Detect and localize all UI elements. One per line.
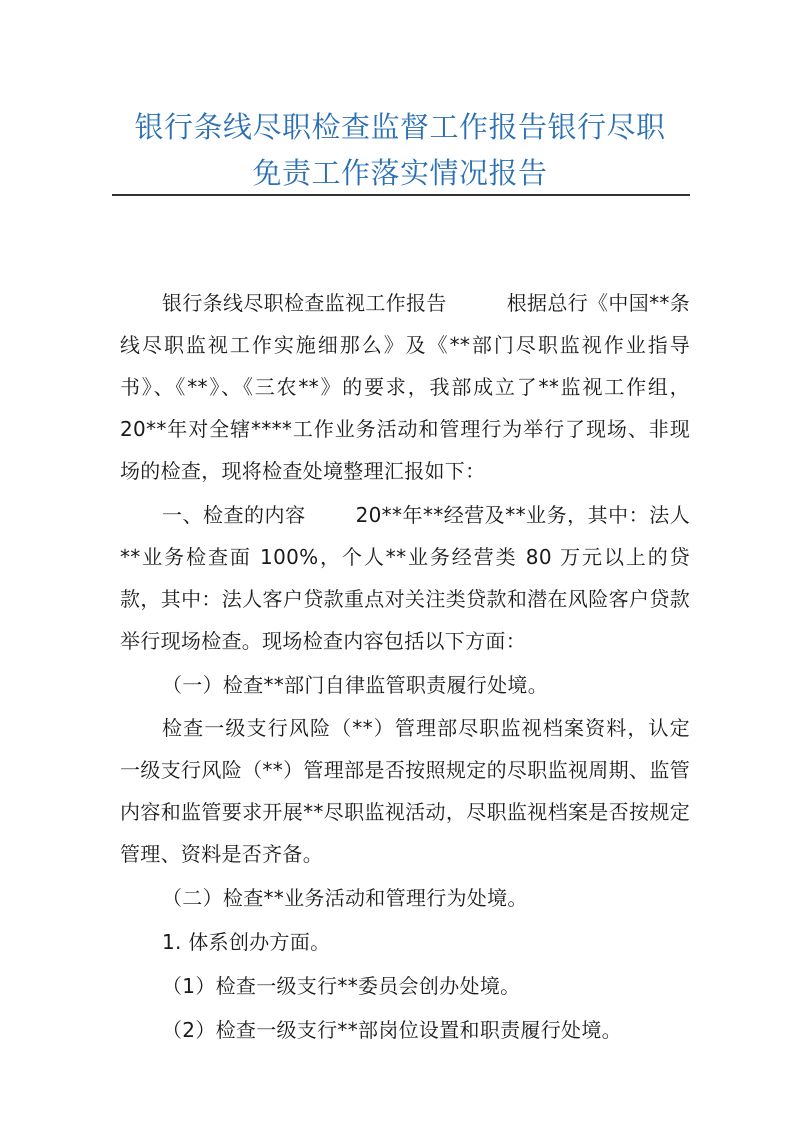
section-1-heading: 一、检查的内容 [162, 502, 306, 527]
list-item-1-1: （1）检查一级支行**委员会创办处境。 [162, 973, 521, 998]
list-item-1: 1. 体系创办方面。 [162, 929, 331, 954]
subsection-1-heading: （一）检查**部门自律监管职责履行处境。 [162, 672, 548, 697]
document-body [120, 282, 690, 1052]
intro-paragraph [120, 282, 690, 492]
title-line-1: 银行条线尽职检查监督工作报告银行尽职 [134, 110, 666, 144]
title-divider [112, 194, 690, 196]
title-line-2: 免责工作落实情况报告 [252, 156, 548, 190]
list-item-1-2: （2）检查一级支行**部岗位设置和职责履行处境。 [162, 1017, 622, 1042]
section-1-paragraph [120, 494, 690, 662]
section-1-body: 20**年**经营及**业务，其中：法人**业务检查面 100%，个人**业务经营类 80 万元以上的贷款，其中：法人客户贷款重点对关注类贷款和潜在风险客户贷款举行现场检查。现场检查内容包括以下方面： [120, 502, 691, 653]
intro-body: 根据总行《中国**条线尽职监视工作实施细那么》及《**部门尽职监视作业指导书》、《**》、《三农**》的要求，我部成立了**监视工作组，20**年对全辖****工作业务活动和管理行为举行了现场、非现场的检查，现将检查处境整理汇报如下： [120, 291, 690, 483]
intro-heading: 银行条线尽职检查监视工作报告 [162, 291, 447, 315]
subsection-1-body: 检查一级支行风险（**）管理部尽职监视档案资料，认定一级支行风险（**）管理部是否按照规定的尽职监视周期、监管内容和监管要求开展**尽职监视活动，尽职监视档案是否按规定管理、资料是否齐备。 [120, 716, 690, 867]
document-title [110, 104, 690, 196]
subsection-2-heading: （二）检查**业务活动和管理行为处境。 [162, 886, 528, 911]
